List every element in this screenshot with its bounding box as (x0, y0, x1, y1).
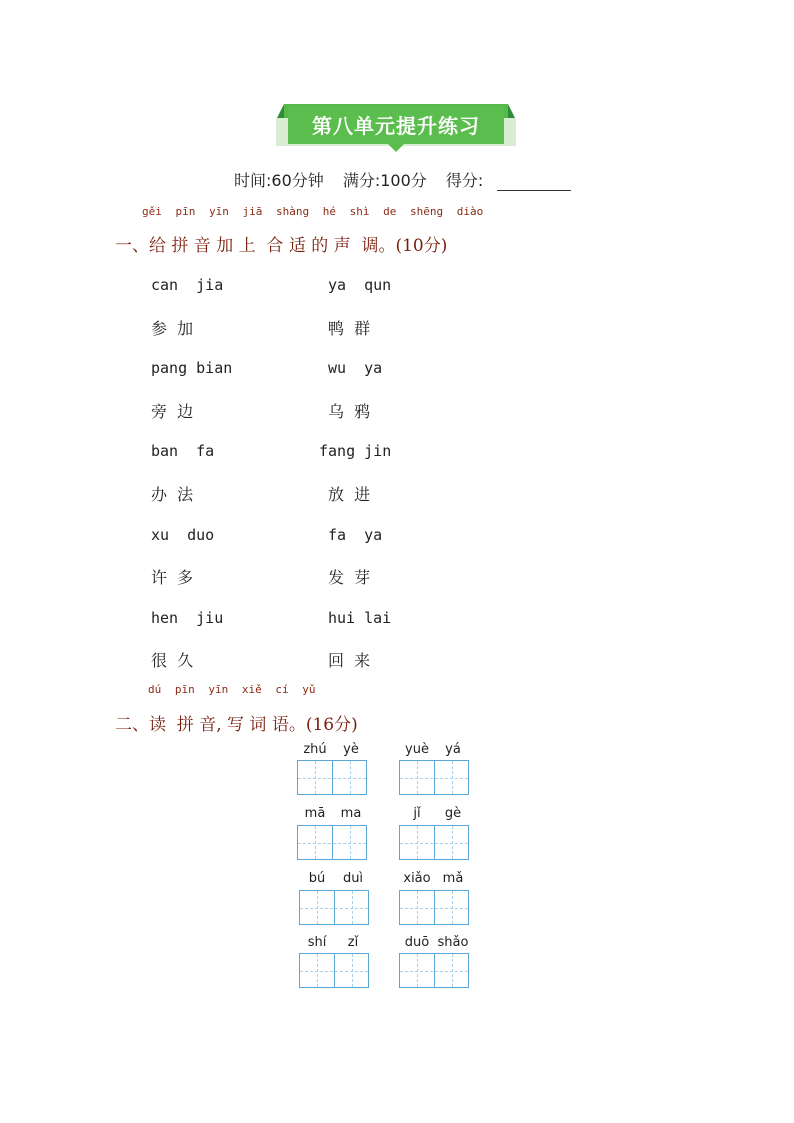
cell-pinyin: duō (404, 935, 430, 950)
q1-row2-right-pinyin: wu ya (328, 359, 383, 377)
writing-box[interactable] (299, 953, 369, 988)
q1-row4-right-pinyin: fa ya (328, 526, 383, 544)
q1-row5-left-pinyin: hen jiu (151, 609, 224, 627)
q2-heading: 二、读 拼 音, 写 词 语。(16分) (115, 715, 358, 735)
cell-pinyin: yá (445, 742, 461, 757)
q1-row1-left-pinyin: can jia (151, 276, 224, 294)
cell-pinyin: duì (342, 871, 364, 886)
cell-pinyin: xiǎo (403, 871, 431, 886)
q1-pinyin-hint: gěi pīn yīn jiā shàng hé shì de shēng diào (142, 205, 484, 218)
q1-row3-right-pinyin: fang jin (319, 442, 392, 460)
cell-pinyin: zhú (303, 742, 327, 757)
q2-pinyin-hint: dú pīn yīn xiě cí yǔ (148, 683, 316, 696)
writing-box[interactable] (297, 760, 367, 795)
cell-pinyin: gè (444, 806, 462, 821)
q1-row5-left-hanzi: 很 久 (151, 651, 194, 670)
q1-row1-left-hanzi: 参 加 (151, 319, 194, 338)
writing-box[interactable] (399, 825, 469, 860)
q1-heading: 一、给 拼 音 加 上 合 适 的 声 调。(10分) (115, 236, 448, 256)
score-label: 得分: (445, 171, 484, 190)
q1-row2-left-hanzi: 旁 边 (151, 402, 194, 421)
score-blank[interactable] (497, 174, 571, 191)
q1-row3-right-hanzi: 放 进 (328, 485, 371, 504)
cell-pinyin: ma (340, 806, 362, 821)
writing-box[interactable] (399, 953, 469, 988)
time-label: 时间:60分钟 (234, 171, 324, 190)
title-banner (276, 104, 516, 154)
q1-row2-left-pinyin: pang bian (151, 359, 233, 377)
q1-row5-right-hanzi: 回 来 (328, 651, 371, 670)
cell-pinyin: mā (304, 806, 326, 821)
cell-pinyin: mǎ (442, 871, 464, 886)
q1-row1-right-hanzi: 鸭 群 (328, 319, 371, 338)
q1-row5-right-pinyin: hui lai (328, 609, 392, 627)
cell-pinyin: zǐ (347, 935, 359, 950)
cell-pinyin: yuè (405, 742, 429, 757)
full-score-label: 满分:100分 (342, 171, 427, 190)
exam-meta (234, 168, 571, 191)
q1-row4-left-pinyin: xu duo (151, 526, 215, 544)
page-title: 第八单元提升练习 (312, 114, 480, 138)
q1-row2-right-hanzi: 乌 鸦 (328, 402, 371, 421)
cell-pinyin: shí (307, 935, 327, 950)
cell-pinyin: bú (308, 871, 326, 886)
writing-box[interactable] (399, 890, 469, 925)
cell-pinyin: shǎo (437, 935, 469, 950)
q1-row3-left-pinyin: ban fa (151, 442, 215, 460)
q1-row4-left-hanzi: 许 多 (151, 568, 194, 587)
writing-box[interactable] (297, 825, 367, 860)
cell-pinyin: yè (343, 742, 359, 757)
q1-row3-left-hanzi: 办 法 (151, 485, 194, 504)
q1-row1-right-pinyin: ya qun (328, 276, 392, 294)
writing-box[interactable] (399, 760, 469, 795)
q1-row4-right-hanzi: 发 芽 (328, 568, 371, 587)
writing-box[interactable] (299, 890, 369, 925)
cell-pinyin: jǐ (413, 806, 421, 821)
